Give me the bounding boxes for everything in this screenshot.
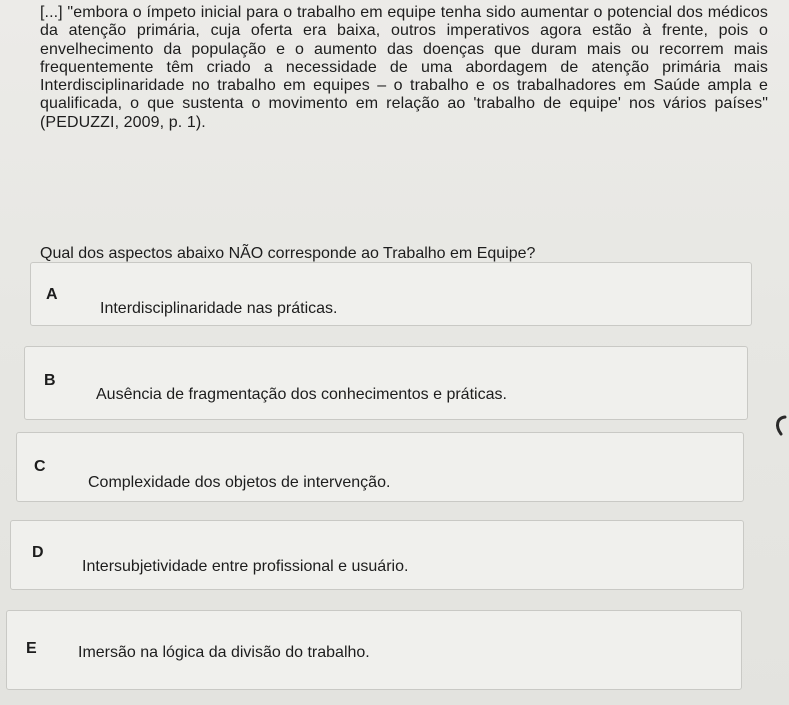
option-b-letter: B (44, 372, 56, 389)
question-text: Qual dos aspectos abaixo NÃO corresponde ao Trabalho em Equipe? (40, 245, 536, 262)
option-d[interactable] (10, 520, 744, 590)
option-c-text: Complexidade dos objetos de intervenção. (88, 474, 391, 491)
option-a-text: Interdisciplinaridade nas práticas. (100, 300, 338, 317)
option-d-text: Intersubjetividade entre profissional e usuário. (82, 558, 409, 575)
option-d-letter: D (32, 544, 44, 561)
option-b[interactable] (24, 346, 748, 420)
option-a-letter: A (46, 286, 58, 303)
quote-paragraph: [...] "embora o ímpeto inicial para o trabalho em equipe tenha sido aumentar o potencial dos médicos da atenção primária, cuja oferta era baixa, outros imperativos agora estão à frente, pois o envelhecimento da população e o aumento das doenças que duram mais ou recorrem mais frequentemente têm criado a necessidade de uma abordagem de atenção primária mais Interdisciplinaridade no trabalho em equipes – o trabalho e os trabalhadores em Saúde ampla e qualificada, o que sustenta o movimento em relação ao 'trabalho de equipe' nos vários países" (PEDUZZI, 2009, p. 1). (40, 4, 768, 131)
option-c-letter: C (34, 458, 46, 475)
option-e-text: Imersão na lógica da divisão do trabalho. (78, 644, 370, 661)
partial-edge-icon (771, 414, 789, 438)
option-b-text: Ausência de fragmentação dos conhecimentos e práticas. (96, 386, 507, 403)
option-e-letter: E (26, 640, 37, 657)
